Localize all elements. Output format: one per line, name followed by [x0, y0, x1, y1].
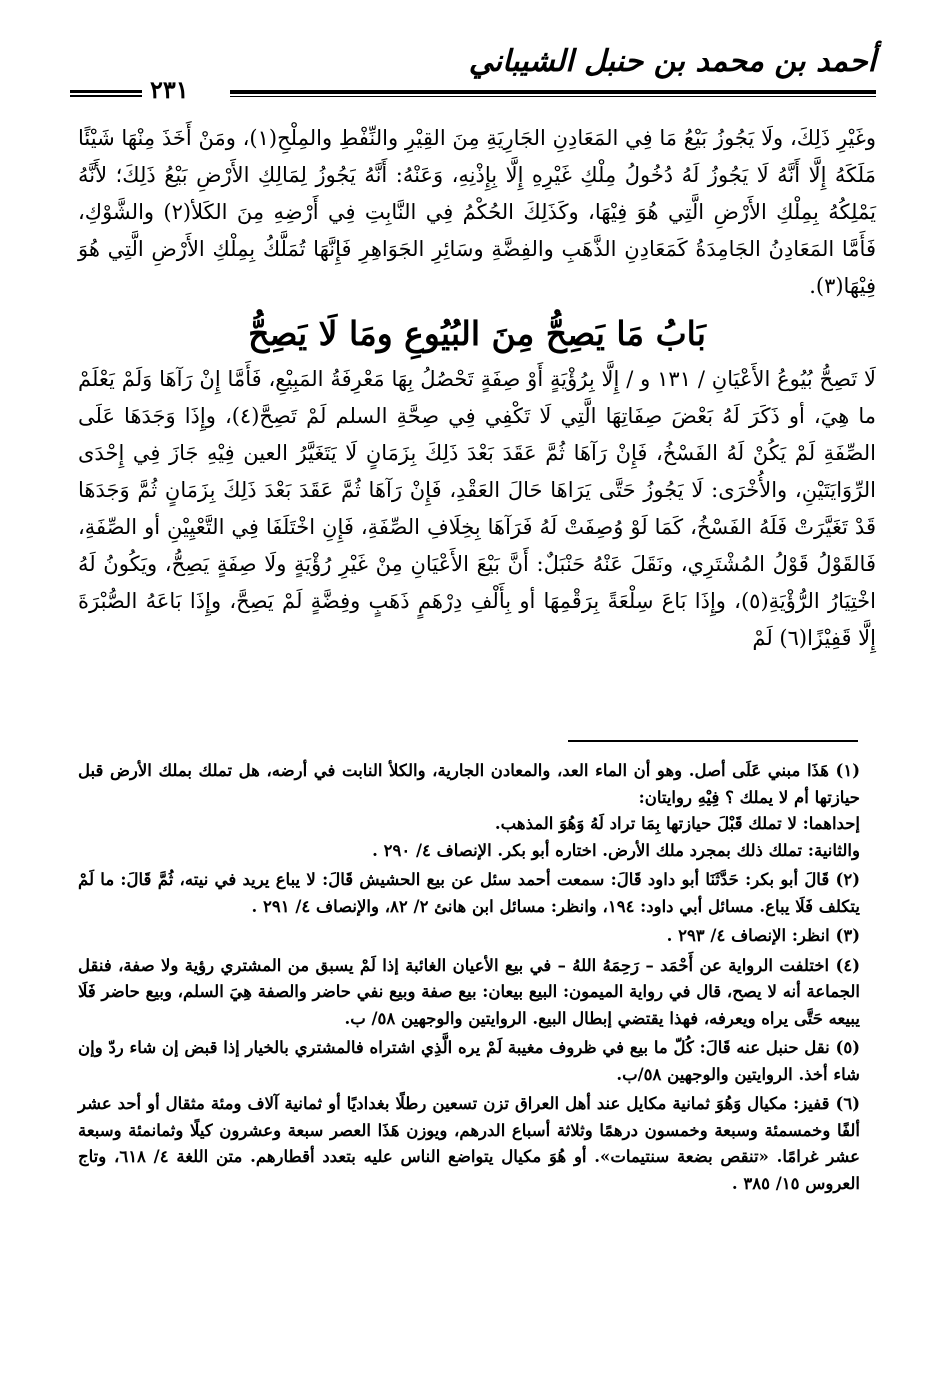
chapter-title: بَابُ مَا يَصِحُّ مِنَ البُيُوعِ ومَا لَا يَصِحُّ [248, 314, 706, 353]
running-title: أحمد بن محمد بن حنبل الشيباني [468, 44, 876, 79]
paragraph: وغَيْرِ ذَلِكَ، ولَا يَجُوزُ بَيْعُ مَا فِي المَعَادِنِ الجَارِيَةِ مِنَ القِيْرِ والنِّفْطِ والمِلْحِ(١)، ومَنْ أَخَذَ مِنْهَا شَيْئًا مَلَكَهُ إِلَّا أَنَّهُ لَا يَجُوزُ لَهُ دُخُولُ مِلْكِ غَيْرِهِ إِلَّا بِإِذْنِهِ، وَعَنْهُ: أَنَّهُ يَجُوزُ لِمَالِكِ الأَرْضِ بَيْعُ ذَلِكَ؛ لأَنَّهُ يَمْلِكُهُ بِمِلْكِ الأَرْضِ الَّتِي هُوَ فِيْهَا، وكَذَلِكَ الحُكْمُ فِي النَّابِتِ فِي أَرْضِهِ مِنَ الكَلأ(٢) والشَّوْكِ، فَأَمَّا المَعَادِنُ الجَامِدَةُ كَمَعَادِنِ الذَّهَبِ والفِضَّةِ وسَائِرِ الجَوَاهِرِ فَإِنَّهَا تُمَلَّكُ بِمِلْكِ الأَرْضِ الَّتِي هُوَ فِيْهَا(٣). [78, 126, 877, 298]
page-number: ٢٣١ [150, 75, 189, 104]
page-number-block [70, 76, 230, 106]
main-text [78, 120, 876, 657]
footnote-separator [568, 740, 858, 742]
footnote-6: (٦) قفيز: مكيال وَهُوَ ثمانية مكايل عند أهل العراق تزن تسعين رطلًا بغداديًا أو ثمانية آلاف ومئة مثقال أو أحد عشر ألفًا وخمسمئة وسبعة وخمسون درهمًا وثلاثة أسباع الدرهم، ويوزن هَذَا العصر سبعة وعشرون كيلًا وثمانمئة وسبعة عشر غرامًا. «تنقص بضعة سنتيمات». أو هُوَ مكيال يتواضع الناس عليه بتعدد أقطارهم. متن اللغة ٤/ ٦١٨، وتاج العروس ١٥/ ٣٨٥ . [78, 1094, 860, 1193]
page-number-rule [70, 90, 142, 97]
footnote-1-first-narration: إحداهما: لا تملك قَبْلَ حيازتها بِمَا تراد لَهُ وَهُوَ المذهب. [494, 814, 860, 833]
footnote-3: (٣) انظر: الإنصاف ٤/ ٢٩٣ . [666, 926, 860, 945]
page-header [70, 42, 876, 102]
footnotes [78, 758, 860, 1200]
footnote-5: (٥) نقل حنبل عنه قَالَ: كُلّ ما بيع في ظروف مغيبة لَمْ يره الَّذِي اشتراه فالمشتري بالخيار إذا قبض إن شاء ردّ وإن شاء أخذ. الروايتين والوجهين ٥٨/ب. [78, 1038, 860, 1084]
footnote-4: (٤) اختلفت الرواية عن أَحْمَد – رَحِمَهُ اللهُ – في بيع الأعيان الغائبة إذا لَمْ يسبق من المشتري رؤية ولا صفة، فنقل الجماعة أنه لا يصح، قال في رواية الميمون: البيع بيعان: بيع صفة وبيع نفي حاضر والصفة هِيَ السلم، وبيع حاضر فَلَا يبيعه حَتَّى يراه ويعرفه، فهذا يقتضي إبطال البيع. الروايتين والوجهين ٥٨/ ب. [78, 955, 860, 1028]
footnote-2: (٢) قَالَ أبو بكر: حَدَّثَنَا أبو داود قَالَ: سمعت أحمد سئل عن بيع الحشيش قَالَ: لا يباع يريد في نيته، ثُمَّ قَالَ: ما لَمْ يتكلف فَلَا يباع. مسائل أبي داود: ١٩٤، وانظر: مسائل ابن هانئ ٢/ ٨٢، والإنصاف ٤/ ٢٩١ . [78, 870, 860, 916]
header-rule [230, 90, 876, 97]
footnote-1: (١) هَذَا مبني عَلَى أصل. وهو أن الماء العد، والمعادن الجارية، والكلأ النابت في أرضه، هل تملك بملك الأرض قبل حيازتها أم لا يملك ؟ فِيْهِ روايتان: [78, 761, 860, 807]
footnote-1-second-narration: والثانية: تملك ذلك بمجرد ملك الأرض. اختاره أبو بكر. الإنصاف ٤/ ٢٩٠ . [372, 840, 860, 860]
paragraph: لَا تَصِحُّ بُيُوعُ الأَعْيَانِ / ١٣١ و / إِلَّا بِرُؤْيَةٍ أَوْ صِفَةٍ تَحْصُلُ بِهَا مَعْرِفَةُ المَبِيْعِ، فَأَمَّا إِنْ رَآهَا وَلَمْ يَعْلَمْ ما هِيَ، أو ذَكَرَ لَهُ بَعْضَ صِفَاتِهَا الَّتِي لَا تَكْفِي فِي صِحَّةِ السلم لَمْ تَصِحَّ(٤)، وإِذَا وَجَدَهَا عَلَى الصِّفَةِ لَمْ يَكُنْ لَهُ الفَسْخُ، فَإِنْ رَآهَا ثُمَّ عَقَدَ بَعْدَ ذَلِكَ بِزَمَانٍ لَا يَتَغَيَّرُ العين فِيْهِ جَازَ فِي إِحْدَى الرِّوَايَتَيْنِ، والأُخْرَى: لَا يَجُوزُ حَتَّى يَرَاهَا حَالَ العَقْدِ، فَإِنْ رَآهَا ثُمَّ عَقَدَ بَعْدَ ذَلِكَ بِزَمَانٍ ثُمَّ وَجَدَهَا قَدْ تَغَيَّرَتْ فَلَهُ الفَسْخُ، كَمَا لَوْ وُصِفَتْ لَهُ فَرَآهَا بِخِلَافِ الصِّفَةِ، فَإِنِ اخْتَلَفَا فِي التَّعْيِيْنِ أو الصِّفَةِ، فَالقَوْلُ قَوْلُ المُشْتَرِي، ونَقَلَ عَنْهُ حَنْبَلٌ: أَنَّ بَيْعَ الأَعْيَانِ مِنْ غَيْرِ رُؤْيَةٍ ولَا صِفَةٍ يَصِحُّ، ويَكُونُ لَهُ اخْتِيَارُ الرُّؤْيَةِ(٥)، وإِذَا بَاعَ سِلْعَةً بِرَقْمِهَا أو بِأَلْفِ دِرْهَمٍ ذَهَبٍ وفِضَّةٍ لَمْ يَصِحَّ، وإِذَا بَاعَهُ الصُّبْرَةَ إِلَّا قَفِيْزًا(٦) لَمْ [78, 367, 877, 650]
